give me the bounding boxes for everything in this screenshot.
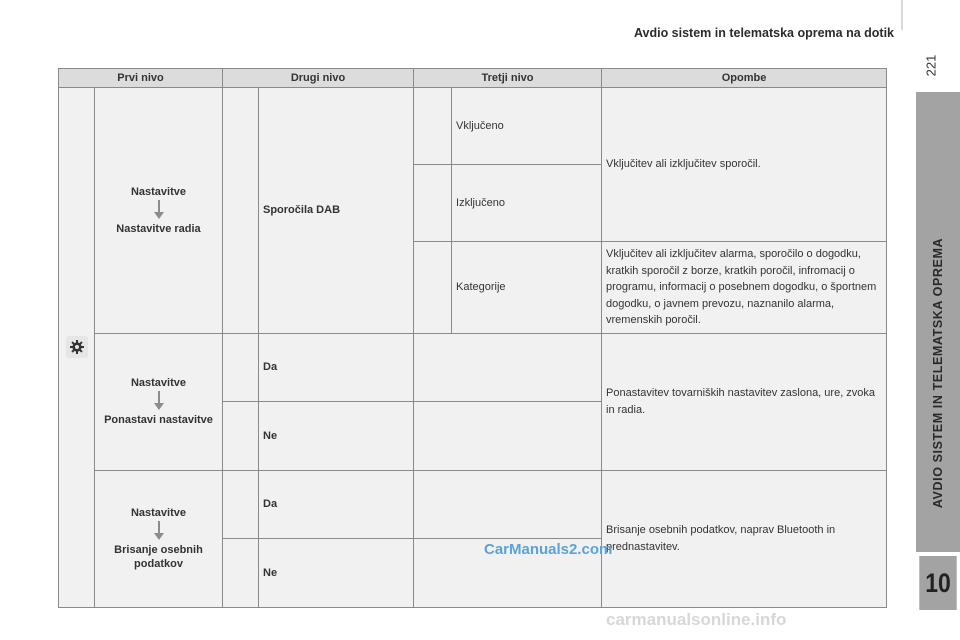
chapter-side-tab-label: AVDIO SISTEM IN TELEMATSKA OPREMA xyxy=(931,237,945,509)
table-row xyxy=(59,88,887,165)
note-cell-categories: Vključitev ali izključitev alarma, sporočilo o dogodku, kratkih sporočil z borze, kratkih poročil, infromacij o programu, informacij o posebnem dogodku, o športnem dogodku, o javnem prevozu, naznanilo alarma, vremenskih poročil. xyxy=(602,242,887,334)
header-rule xyxy=(901,0,903,30)
level2-cell-yes: Da xyxy=(259,470,414,538)
table-row xyxy=(59,470,887,538)
level1-cell-reset xyxy=(95,333,223,470)
settings-gear-icon xyxy=(66,336,88,358)
level3-cell-off: Izključeno xyxy=(452,165,602,242)
note-cell-reset: Ponastavitev tovarniških nastavitev zaslona, ure, zvoka in radia. xyxy=(602,333,887,470)
table-row xyxy=(59,333,887,401)
level2-cell-no: Ne xyxy=(259,401,414,470)
arrow-down-icon xyxy=(154,391,164,411)
level2-cell-yes: Da xyxy=(259,333,414,401)
level1-label: Nastavitve xyxy=(130,507,187,519)
page-header-title: Avdio sistem in telematska oprema na dotik xyxy=(633,26,894,40)
table-header-row xyxy=(59,69,887,88)
level1-label: Nastavitve xyxy=(130,185,187,198)
level2-spacer xyxy=(223,401,259,470)
column-header-level1: Prvi nivo xyxy=(59,69,223,88)
page-number: 221 xyxy=(923,54,939,77)
arrow-down-icon xyxy=(154,200,164,220)
level3-empty xyxy=(414,401,602,470)
column-header-level3: Tretji nivo xyxy=(414,69,602,88)
level1-label: Nastavitve xyxy=(130,377,187,389)
level2-spacer xyxy=(223,88,259,334)
level2-spacer xyxy=(223,470,259,538)
level1-sublabel: Brisanje osebnih podatkov xyxy=(114,544,203,570)
level2-cell-dab: Sporočila DAB xyxy=(259,88,414,334)
column-header-level2: Drugi nivo xyxy=(223,69,414,88)
level3-spacer xyxy=(414,242,452,334)
note-cell-onoff: Vključitev ali izključitev sporočil. xyxy=(602,88,887,242)
level3-cell-categories: Kategorije xyxy=(452,242,602,334)
settings-menu-table xyxy=(58,68,887,608)
level1-cell-radio xyxy=(95,88,223,334)
column-header-notes: Opombe xyxy=(602,69,887,88)
watermark-carmanuals2: CarManuals2.com xyxy=(484,541,613,558)
note-cell-delete: Brisanje osebnih podatkov, naprav Bluetooth in prednastavitev. xyxy=(602,470,887,607)
level2-spacer xyxy=(223,333,259,401)
chapter-number: 10 xyxy=(919,556,956,610)
level1-cell-delete xyxy=(95,470,223,607)
level3-empty xyxy=(414,470,602,538)
level3-spacer xyxy=(414,88,452,165)
level3-spacer xyxy=(414,165,452,242)
section-icon-cell xyxy=(59,88,95,608)
level1-sublabel: Ponastavi nastavitve xyxy=(104,414,213,426)
level3-empty xyxy=(414,333,602,401)
level2-cell-no: Ne xyxy=(259,538,414,607)
level3-cell-on: Vključeno xyxy=(452,88,602,165)
level1-sublabel: Nastavitve radia xyxy=(116,222,201,235)
watermark-carmanualsonline: carmanualsonline.info xyxy=(606,610,787,629)
arrow-down-icon xyxy=(154,521,164,541)
level2-spacer xyxy=(223,538,259,607)
